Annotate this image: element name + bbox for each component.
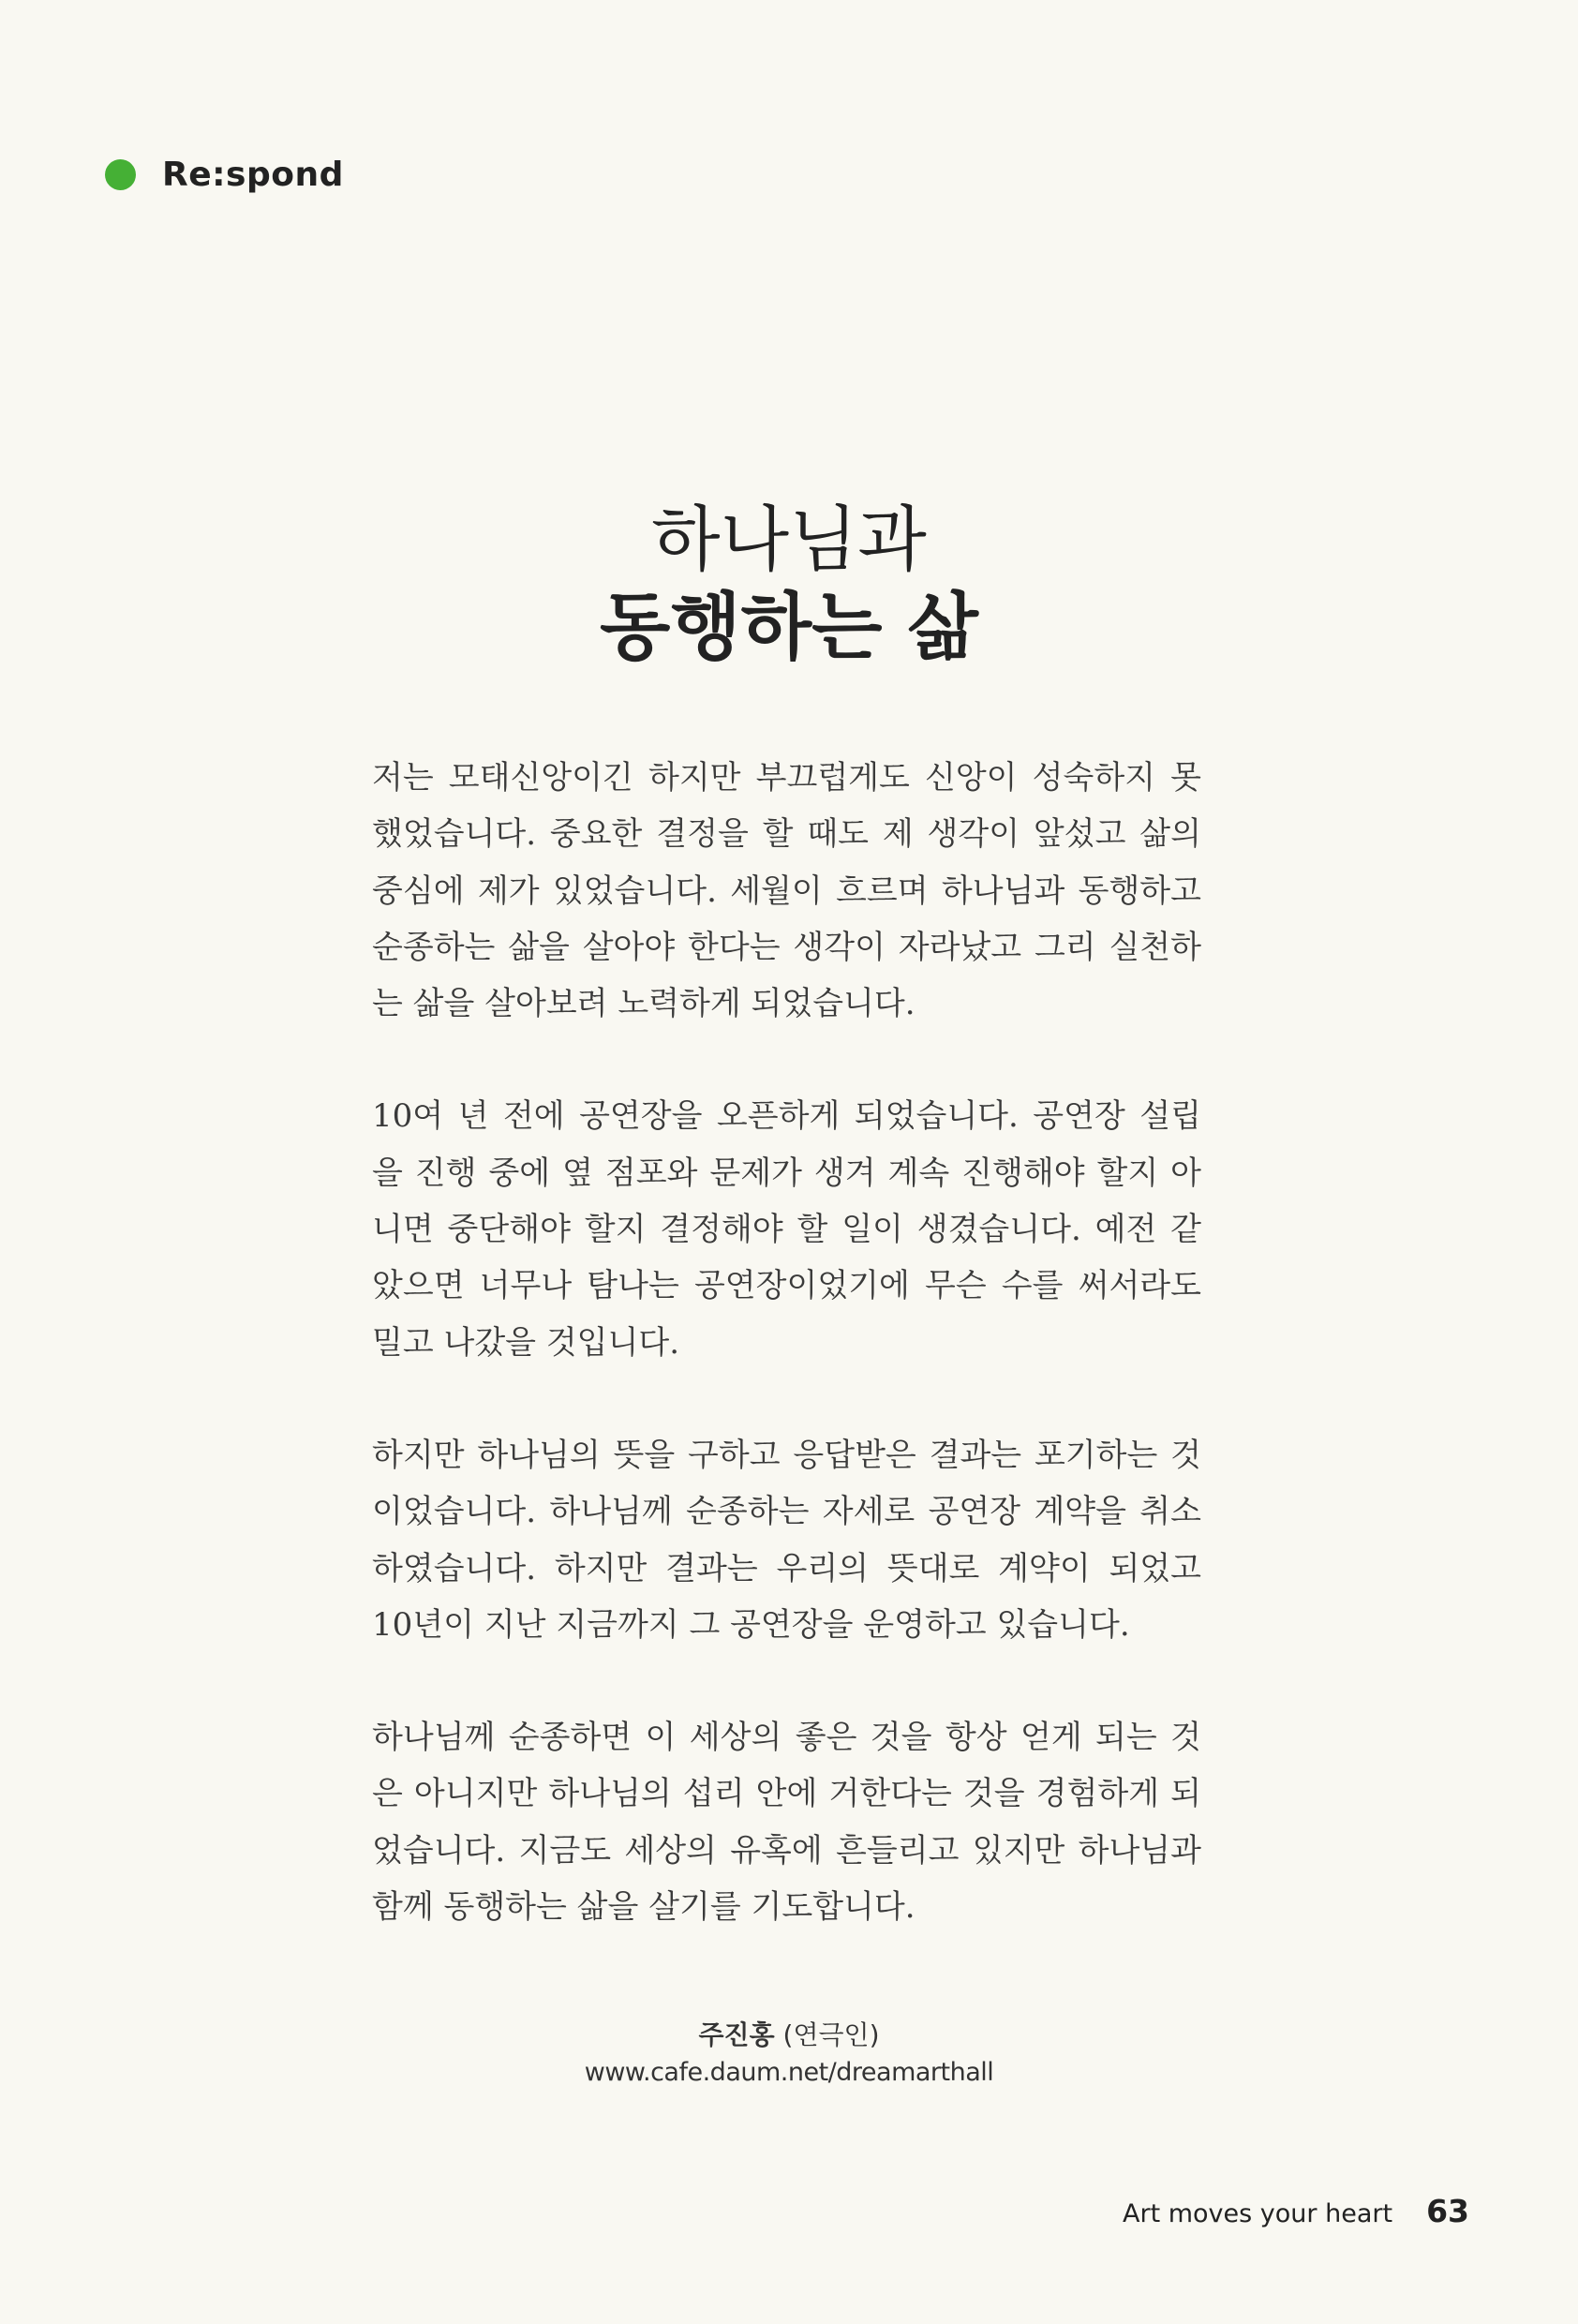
page-number: 63: [1426, 2193, 1469, 2229]
article-body: [372, 750, 1201, 1991]
author-line: [0, 2017, 1578, 2054]
page-footer: [1123, 2193, 1469, 2229]
article-title-line2: 동행하는 삶: [600, 585, 978, 670]
author-credit: [0, 2017, 1578, 2092]
author-name: 주진홍: [698, 2019, 775, 2050]
section-header: [105, 156, 344, 194]
paragraph: 하지만 하나님의 뜻을 구하고 응답받은 결과는 포기하는 것이었습니다. 하나님께 순종하는 자세로 공연장 계약을 취소하였습니다. 하지만 결과는 우리의 뜻대로 계약이 되었고 10년이 지난 지금까지 그 공연장을 운영하고 있습니다.: [372, 1436, 1201, 1644]
paragraph: 저는 모태신앙이긴 하지만 부끄럽게도 신앙이 성숙하지 못했었습니다. 중요한 결정을 할 때도 제 생각이 앞섰고 삶의 중심에 제가 있었습니다. 세월이 흐르며 하나님과 동행하고 순종하는 삶을 살아야 한다는 생각이 자라났고 그리 실천하는 삶을 살아보려 노력하게 되었습니다.: [372, 759, 1201, 1023]
article-title-line1: 하나님과: [651, 498, 927, 581]
author-role: (연극인): [782, 2019, 880, 2050]
author-url: www.cafe.daum.net/dreamarthall: [584, 2058, 994, 2087]
green-dot-icon: [105, 159, 136, 190]
section-label: Re:spond: [162, 156, 344, 194]
footer-tagline: Art moves your heart: [1123, 2199, 1393, 2228]
paragraph: 하나님께 순종하면 이 세상의 좋은 것을 항상 얻게 되는 것은 아니지만 하나님의 섭리 안에 거한다는 것을 경험하게 되었습니다. 지금도 세상의 유혹에 흔들리고 있지만 하나님과 함께 동행하는 삶을 살기를 기도합니다.: [372, 1719, 1201, 1927]
paragraph: 10여 년 전에 공연장을 오픈하게 되었습니다. 공연장 설립을 진행 중에 옆 점포와 문제가 생겨 계속 진행해야 할지 아니면 중단해야 할지 결정해야 할 일이 생겼습니다. 예전 같았으면 너무나 탐나는 공연장이었기에 무슨 수를 써서라도 밀고 나갔을 것입니다.: [372, 1097, 1201, 1362]
